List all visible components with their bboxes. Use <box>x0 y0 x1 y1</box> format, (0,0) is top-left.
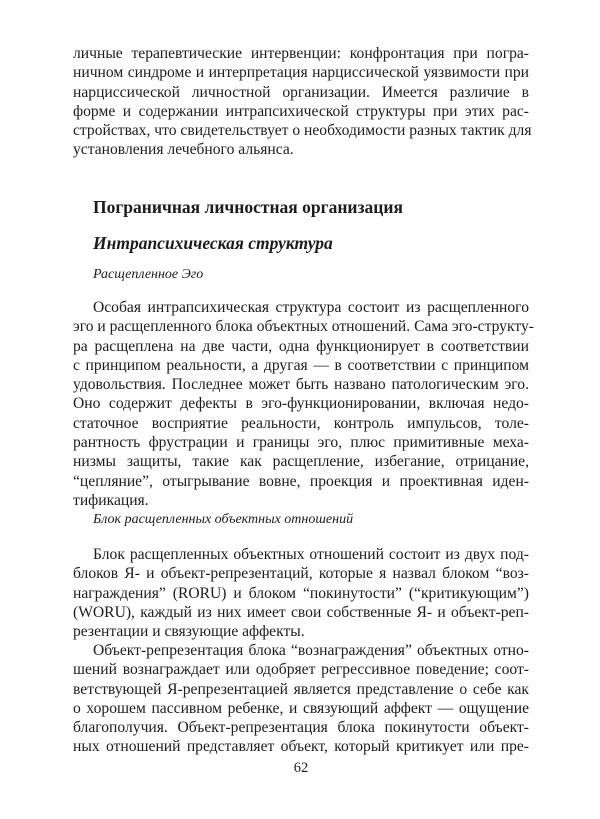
text-line: Блок расщепленных объектных отношений состоит из двух под- <box>93 546 529 563</box>
text-line: тификация. <box>73 491 149 509</box>
sub-heading-split-ego: Расщепленное Эго <box>93 267 204 282</box>
text-line: ных отношений представляет объект, который критикует или пре- <box>73 738 529 756</box>
section-title: Пограничная личностная организация <box>93 197 403 217</box>
text-line: Особая интрапсихическая структура состоит из расщепленного <box>93 299 529 316</box>
text-line: нарциссической личностной организации. Имеется различие в <box>73 83 529 101</box>
text-line: эго и расщепленного блока объектных отношений. Сама эго-структу- <box>73 318 534 336</box>
text-line: ра расщеплена на две части, одна функционирует в соответствии <box>73 337 529 355</box>
text-line: статочное восприятие реальности, контроль импульсов, толе- <box>73 414 529 432</box>
text-line: награждения” (RORU) и блоком “покинутости” (“критикующим”) <box>73 584 529 602</box>
text-line: с принципом реальности, а другая — в соответствии с принципом <box>73 356 529 374</box>
text-line: низмы защиты, такие как расщепление, избегание, отрицание, <box>73 453 529 471</box>
text-line: (WORU), каждый из них имеет свои собственные Я- и объект-реп- <box>73 603 529 621</box>
text-line: шений вознаграждает или одобряет регрессивное поведение; соот- <box>73 661 529 679</box>
split-ego-paragraph <box>73 298 534 510</box>
text-line: блоков Я- и объект-репрезентаций, которые я назвал блоком “воз- <box>73 565 529 583</box>
text-line: о хорошем пассивном ребенке, и связующий аффект — ощущение <box>73 699 529 717</box>
sub-heading-object-relations: Блок расщепленных объектных отношений <box>93 512 354 527</box>
text-line: Объект-репрезентация блока “вознаграждения” объектных отно- <box>93 642 529 659</box>
text-line: ничном синдроме и интерпретация нарциссической уязвимости при <box>73 64 529 82</box>
text-line: форме и содержании интрапсихической структуры при этих рас- <box>73 102 529 120</box>
page-number: 62 <box>293 760 309 776</box>
text-line: ветствующей Я-репрезентацией является представление о себе как <box>73 680 529 698</box>
subsection-title: Интрапсихическая структура <box>93 233 333 253</box>
text-line: Оно содержит дефекты в эго-функционировании, включая недо- <box>73 395 529 413</box>
object-relations-paragraph-1 <box>73 545 529 641</box>
text-line: удовольствия. Последнее может быть названо патологическим эго. <box>73 376 529 394</box>
text-line: благополучия. Объект-репрезентация блока покинутости объект- <box>73 719 529 737</box>
object-relations-paragraph-2 <box>73 641 529 757</box>
text-line: стройствах, что свидетельствует о необходимости разных тактик для <box>73 122 532 140</box>
text-line: резентации и связующие аффекты. <box>73 623 305 641</box>
text-line: “цепляние”, отыгрывание вовне, проекция и проективная иден- <box>73 472 529 490</box>
text-line: рантность фрустрации и границы эго, плюс примитивные меха- <box>73 434 529 452</box>
text-line: личные терапевтические интервенции: конфронтация при погра- <box>73 45 529 62</box>
intro-paragraph <box>73 44 532 160</box>
text-line: установления лечебного альянса. <box>73 141 294 159</box>
